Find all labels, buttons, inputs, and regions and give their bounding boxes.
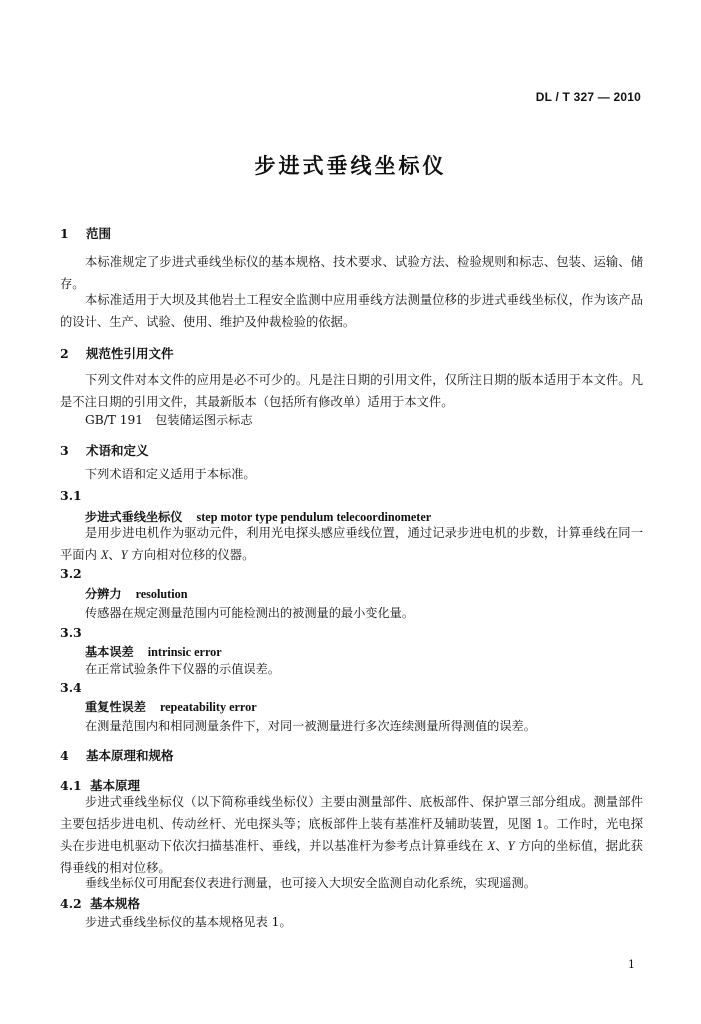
section-title: 基本原理和规格 — [86, 748, 174, 763]
section-number: 4.2 — [60, 896, 82, 911]
section-1-heading — [60, 224, 111, 242]
section-number: 4.1 — [60, 778, 82, 793]
section-title: 规范性引用文件 — [86, 346, 174, 361]
paragraph: 本标准适用于大坝及其他岩土工程安全监测中应用垂线方法测量位移的步进式垂线坐标仪，作为该产品的设计、生产、试验、使用、维护及仲裁检验的依据。 — [60, 293, 643, 329]
section-2-heading — [60, 344, 174, 362]
section-4-heading — [60, 746, 174, 764]
page-title: 步进式垂线坐标仪 — [254, 153, 447, 178]
clause-number: 3.1 — [60, 488, 82, 503]
clause-number: 3.3 — [60, 625, 82, 640]
section-number: 3 — [60, 443, 69, 458]
term-heading — [85, 585, 187, 602]
term-definition: 在正常试验条件下仪器的示值误差。 — [85, 662, 280, 676]
term-en: step motor type pendulum telecoordinometer — [196, 510, 432, 524]
section-title: 基本规格 — [90, 896, 141, 911]
section-title: 范围 — [86, 226, 112, 241]
term-zh: 分辨力 — [85, 587, 122, 601]
reference-code: GB/T 191 — [85, 413, 144, 427]
term-definition: 在测量范围内和相同测量条件下，对同一被测量进行多次连续测量所得测值的误差。 — [85, 719, 536, 733]
term-en: intrinsic error — [147, 645, 222, 659]
term-heading — [85, 643, 222, 660]
clause-number: 3.2 — [60, 566, 82, 581]
subsection-4-2-heading — [60, 894, 140, 912]
section-title: 基本原理 — [90, 778, 141, 793]
term-en: resolution — [135, 587, 188, 601]
normative-reference — [85, 412, 253, 428]
paragraph: 垂线坐标仪可用配套仪表进行测量，也可接入大坝安全监测自动化系统，实现遥测。 — [85, 876, 536, 890]
paragraph: 下列术语和定义适用于本标准。 — [85, 467, 256, 481]
section-number: 1 — [60, 226, 69, 241]
clause-number: 3.4 — [60, 680, 82, 695]
term-zh: 重复性误差 — [85, 700, 146, 714]
term-zh: 基本误差 — [85, 645, 134, 659]
standard-code: DL / T 327 — 2010 — [535, 90, 641, 104]
section-title: 术语和定义 — [86, 443, 149, 458]
paragraph: 本标准规定了步进式垂线坐标仪的基本规格、技术要求、试验方法、检验规则和标志、包装、运输、储存。 — [60, 255, 643, 291]
term-heading — [85, 698, 257, 715]
term-definition: 传感器在规定测量范围内可能检测出的被测量的最小变化量。 — [85, 606, 415, 620]
reference-title: 包装储运图示标志 — [155, 413, 253, 427]
term-zh: 步进式垂线坐标仪 — [85, 510, 183, 524]
paragraph: 步进式垂线坐标仪的基本规格见表 1。 — [85, 915, 292, 929]
page-number: 1 — [628, 958, 635, 971]
term-definition: 是用步进电机作为驱动元件，利用光电探头感应垂线位置，通过记录步进电机的步数，计算垂线在同一平面内 X、Y 方向相对位移的仪器。 — [60, 526, 643, 562]
term-en: repeatability error — [159, 700, 257, 714]
paragraph: 下列文件对本文件的应用是必不可少的。凡是注日期的引用文件，仅所注日期的版本适用于本文件。凡是不注日期的引用文件，其最新版本（包括所有修改单）适用于本文件。 — [60, 373, 643, 409]
section-3-heading — [60, 441, 149, 459]
paragraph: 步进式垂线坐标仪（以下简称垂线坐标仪）主要由测量部件、底板部件、保护罩三部分组成。测量部件主要包括步进电机、传动丝杆、光电探头等；底板部件上装有基准杆及辅助装置，见图 1。工作时，光电探头在步进电机驱动下依次扫描基准杆、垂线，并以基准杆为参考点计算垂线在 X、Y 方向的坐标值，据此获得垂线的相对位移。 — [60, 795, 643, 875]
section-number: 4 — [60, 748, 69, 763]
section-number: 2 — [60, 346, 69, 361]
